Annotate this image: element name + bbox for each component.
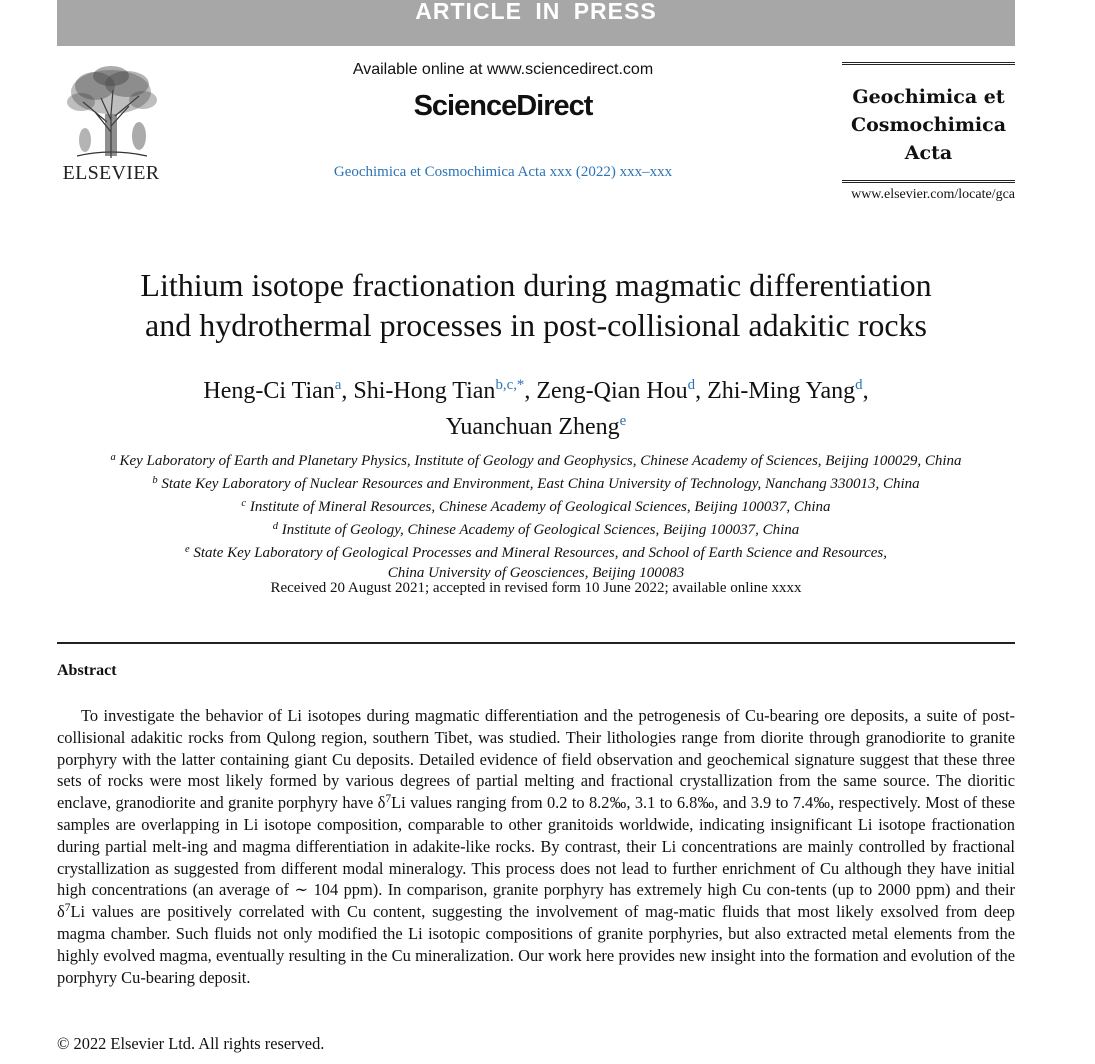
author-affiliation-link[interactable]: b,c,* (495, 377, 525, 393)
article-title-line2: and hydrothermal processes in post-collisional adakitic rocks (144, 307, 927, 343)
author-name: Shi-Hong Tian (353, 378, 496, 404)
affiliation-item (57, 540, 1015, 563)
journal-title-line2: Cosmochimica (850, 114, 1007, 136)
author-separator: , (695, 378, 708, 404)
affiliation-item (57, 494, 1015, 517)
author-separator: , (341, 378, 354, 404)
author-separator: , (862, 378, 869, 404)
article-title-line1: Lithium isotope fractionation during magmatic differentiation (140, 267, 932, 303)
journal-title-box (842, 62, 1015, 183)
author-name: Heng-Ci Tian (203, 378, 335, 404)
author-affiliation-link[interactable]: d (687, 377, 696, 393)
author-name: Yuanchuan Zheng (445, 414, 620, 440)
journal-reference-link[interactable]: Geochimica et Cosmochimica Acta xxx (2022) xxx–xxx (333, 164, 673, 180)
affiliation-marker: c (241, 498, 247, 509)
isotope-superscript: 7 (64, 902, 71, 915)
journal-url: www.elsevier.com/locate/gca (851, 187, 1015, 202)
author-name: Zhi-Ming Yang (707, 378, 856, 404)
abstract-text: Li values are positively correlated with Cu content, suggesting the involvement of mag-matic fluids that most likely exsolved from deep magma chamber. Such fluids not only modified the Li isotopic compositions of granite porphyries, but also extracted metal elements from the highly evolved magma, eventually resulting in the Cu mineralization. Our work here provides new insight into the formation and evolution of the porphyry Cu-bearing deposit. (57, 902, 1015, 987)
article-in-press-banner: ARTICLE IN PRESS (57, 0, 1015, 46)
copyright-notice: © 2022 Elsevier Ltd. All rights reserved. (57, 1034, 325, 1053)
affiliation-text: Institute of Mineral Resources, Chinese Academy of Geological Sciences, Beijing 100037, China (249, 499, 831, 515)
abstract-heading: Abstract (57, 662, 117, 679)
abstract-body (57, 705, 1015, 988)
affiliation-item-continued: China University of Geosciences, Beijing 100083 (387, 565, 685, 581)
author-list (57, 370, 1015, 442)
publisher-name: ELSEVIER (62, 162, 160, 184)
journal-title-line1: Geochimica et (852, 86, 1005, 108)
author-name: Zeng-Qian Hou (536, 378, 688, 404)
journal-title-line3: Acta (904, 142, 953, 164)
affiliation-item (57, 448, 1015, 471)
affiliation-item (57, 471, 1015, 494)
affiliation-text: State Key Laboratory of Nuclear Resources and Environment, East China University of Technology, Nanchang 330013, China (161, 476, 920, 492)
author-affiliation-link[interactable]: a (334, 377, 342, 393)
author-affiliation-link[interactable]: e (619, 413, 627, 429)
affiliation-text: State Key Laboratory of Geological Processes and Mineral Resources, and School of Earth Science and Resources, (193, 545, 888, 561)
affiliation-text: Institute of Geology, Chinese Academy of Geological Sciences, Beijing 100037, China (281, 522, 800, 538)
affiliation-marker: a (110, 452, 116, 463)
author-affiliation-link[interactable]: d (855, 377, 863, 393)
section-divider (57, 642, 1015, 644)
affiliation-marker: d (272, 521, 278, 532)
affiliation-text: Key Laboratory of Earth and Planetary Physics, Institute of Geology and Geophysics, Chinese Academy of Sciences, Beijing 100029, China (119, 453, 962, 469)
isotope-superscript: 7 (385, 793, 392, 806)
affiliation-marker: e (184, 544, 190, 555)
abstract-text: To investigate the behavior of Li isotopes during magmatic differentiation and the petrogenesis of Cu-bearing ore deposits, a suite of post-collisional adakitic rocks from Qulong region, southern Tibet, was studied. Their lithologies range from diorite through granodiorite to granite porphyry with the latter containing giant Cu deposits. Detailed evidence of field observation and geochemical signature suggest that these three sets of rocks were most likely formed by various degrees of partial melting and fractional crystallization from the same source. The dioritic enclave, granodiorite and granite porphyry have δ (57, 706, 1015, 813)
abstract-text: Li values ranging from 0.2 to 8.2‰, 3.1 to 6.8‰, and 3.9 to 7.4‰, respectively. Most of these samples are overlapping in Li isotope composition, comparable to other granitoids worldwide, indicating insignificant Li isotope fractionation during partial melt-ing and magma differentiation in adakite-like rocks. By contrast, their Li concentrations are mainly controlled by fractional crystallization as suggested from different modal mineralogy. This process does not lead to further enrichment of Cu although they have initial high concentrations (an average of ∼ 104 ppm). In comparison, granite porphyry has extremely high Cu con-tents (up to 2000 ppm) and their δ (57, 793, 1015, 922)
received-dates: Received 20 August 2021; accepted in revised form 10 June 2022; available online xxxx (270, 580, 802, 596)
author-separator: , (524, 378, 537, 404)
affiliation-marker: b (152, 475, 158, 486)
affiliation-list (57, 448, 1015, 583)
available-online-text: Available online at www.sciencedirect.com (352, 61, 654, 78)
sciencedirect-logo: ScienceDirect (413, 90, 593, 122)
affiliation-item (57, 517, 1015, 540)
article-title (57, 265, 1015, 345)
